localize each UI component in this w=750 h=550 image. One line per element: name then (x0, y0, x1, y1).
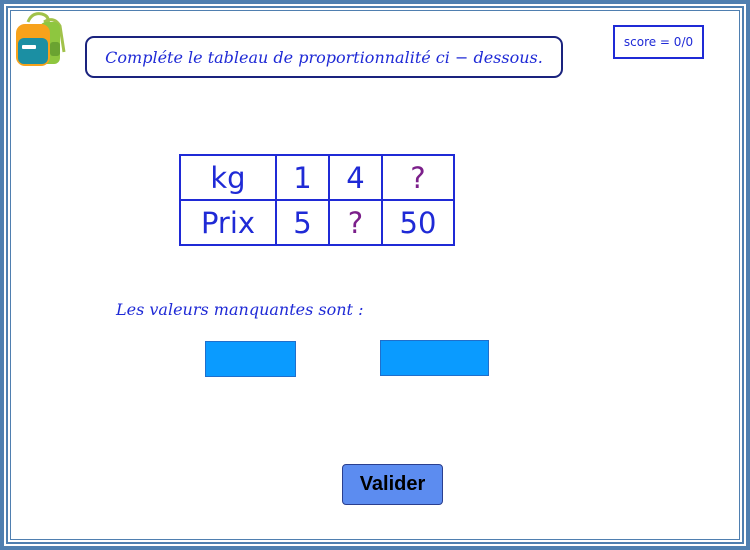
score-box (613, 25, 704, 59)
answer-input-1[interactable] (205, 341, 296, 377)
table-row (180, 155, 454, 200)
table-cell: 5 (276, 200, 329, 245)
backpack-icon (14, 12, 66, 68)
instruction-box (85, 36, 563, 78)
answer-input-2[interactable] (380, 340, 489, 376)
table-cell: Prix (180, 200, 276, 245)
missing-values-label: Les valeurs manquantes sont : (116, 300, 364, 319)
table-cell: 4 (329, 155, 382, 200)
table-row (180, 200, 454, 245)
validate-button[interactable]: Valider (342, 464, 443, 505)
instruction-text: Compléte le tableau de proportionnalité ci − dessous. (105, 47, 543, 67)
table-cell: 1 (276, 155, 329, 200)
inner-frame (10, 10, 740, 540)
proportion-table (179, 154, 455, 246)
unknown-cell: ? (382, 155, 454, 200)
unknown-cell: ? (329, 200, 382, 245)
table-cell: kg (180, 155, 276, 200)
table-cell: 50 (382, 200, 454, 245)
score-text: score = 0/0 (623, 35, 694, 49)
